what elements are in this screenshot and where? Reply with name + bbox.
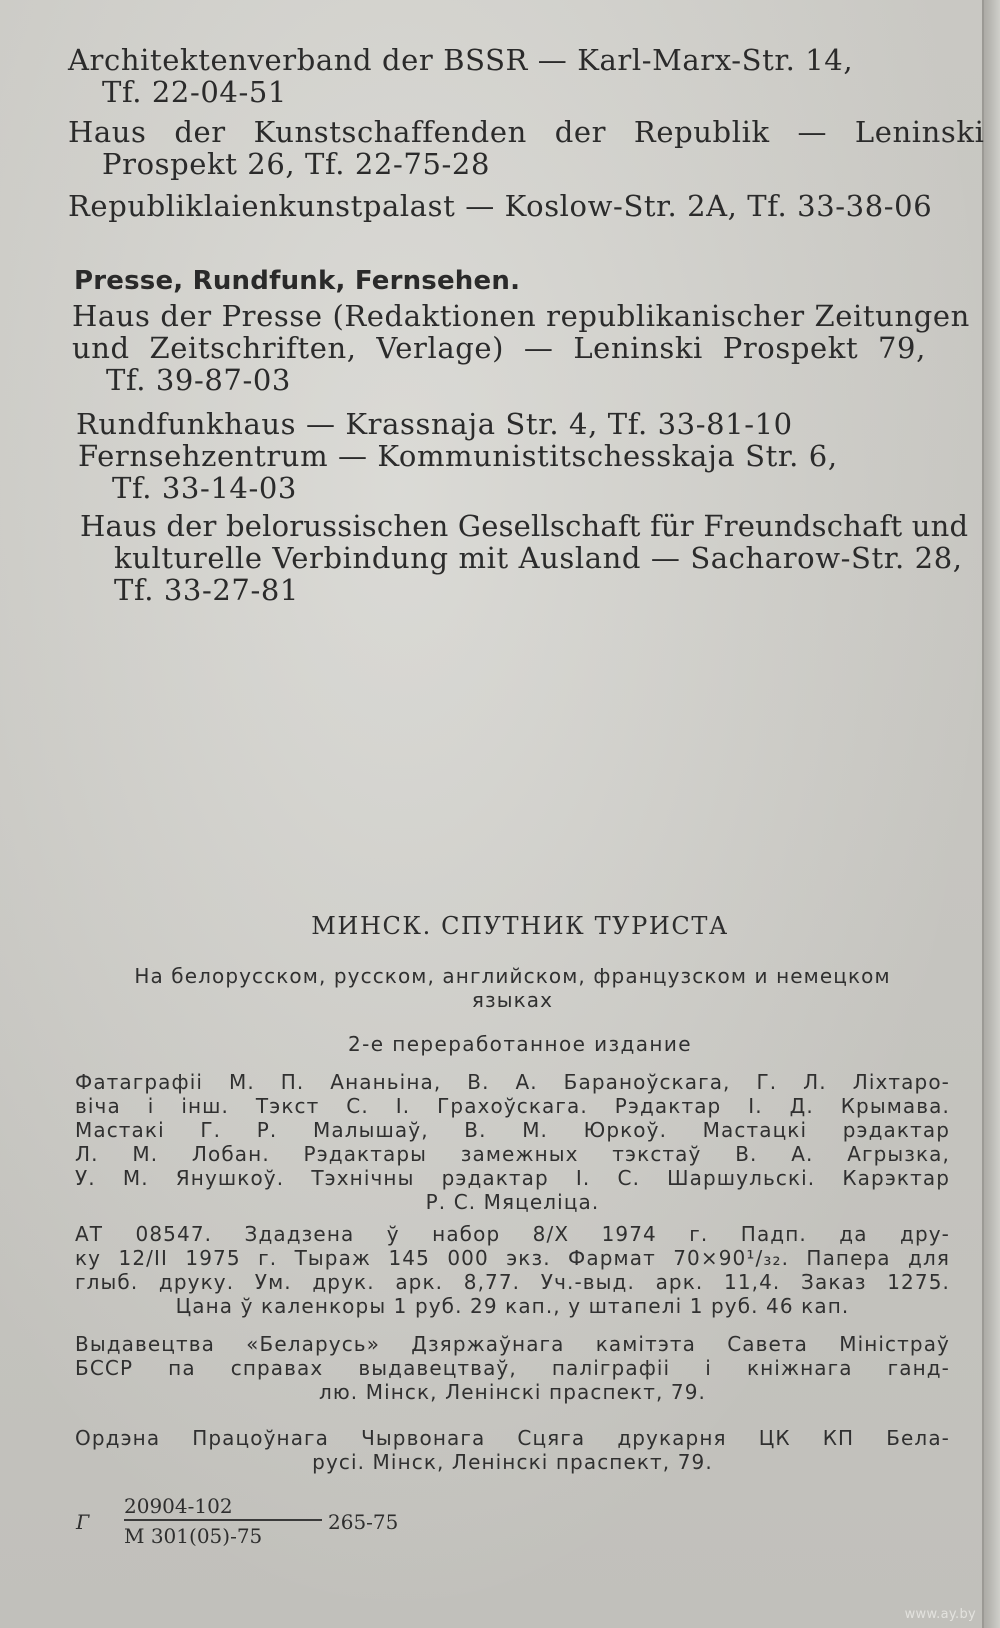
imprint-line: Ордэна Працоўнага Чырвонага Сцяга друкарня ЦК КП Бела- (75, 1426, 950, 1450)
address-line: Haus der Presse (Redaktionen republikanischer Zeitungen (72, 299, 970, 333)
catalog-fraction-rule (124, 1519, 322, 1521)
catalog-right-code: 265-75 (328, 1510, 399, 1534)
imprint-line: Фатаграфіі М. П. Ананьіна, В. А. Бараноўскага, Г. Л. Ліхтаро- (75, 1070, 950, 1094)
imprint-edition: 2-е переработанное издание (348, 1032, 692, 1056)
imprint-line: ку 12/II 1975 г. Тыраж 145 000 экз. Фармат 70×90¹/₃₂. Папера для (75, 1246, 950, 1270)
imprint-print-info (75, 1222, 950, 1318)
address-line: Tf. 39-87-03 (106, 363, 291, 397)
catalog-numerator: 20904-102 (124, 1494, 233, 1518)
address-line: Tf. 22-04-51 (102, 75, 287, 109)
address-line: Tf. 33-14-03 (112, 471, 297, 505)
imprint-credits (75, 1070, 950, 1214)
address-entry-architektenverband (68, 44, 853, 108)
address-line: Fernsehzentrum — Kommunistitschesskaja Str. 6, (78, 439, 838, 473)
imprint-line: Выдавецтва «Беларусь» Дзяржаўнага камітэта Савета Міністраў (75, 1332, 950, 1356)
imprint-line: Цана ў каленкоры 1 руб. 29 кап., у штапелі 1 руб. 46 кап. (175, 1294, 850, 1318)
address-line: Tf. 33-27-81 (114, 573, 299, 607)
section-heading-press: Presse, Rundfunk, Fernsehen. (74, 266, 521, 296)
imprint-line: глыб. друку. Ум. друк. арк. 8,77. Уч.-выд. арк. 11,4. Заказ 1275. (75, 1270, 950, 1294)
address-line: Republiklaienkunstpalast — Koslow-Str. 2A, Tf. 33-38-06 (68, 189, 933, 223)
address-line: Haus der belorussischen Gesellschaft für Freundschaft und (80, 509, 969, 543)
address-entry-rundfunkhaus (76, 408, 793, 440)
address-entry-haus-der-kunstschaffenden (68, 116, 984, 180)
page-edge-line (982, 0, 984, 1628)
imprint-line: БССР па справах выдавецтваў, паліграфіі і кніжнага ганд- (75, 1356, 950, 1380)
imprint-line: лю. Мінск, Ленінскі праспект, 79. (318, 1380, 706, 1404)
imprint-line: русі. Мінск, Ленінскі праспект, 79. (312, 1450, 713, 1474)
address-entry-fernsehzentrum (78, 440, 838, 504)
imprint-printer (75, 1426, 950, 1474)
imprint-languages (75, 964, 950, 1012)
address-entry-gesellschaft-fuer-freundschaft (80, 510, 968, 606)
address-entry-haus-der-presse (72, 300, 970, 396)
imprint-publisher (75, 1332, 950, 1404)
imprint-line: віча і інш. Тэкст С. І. Грахоўскага. Рэдактар І. Д. Крымава. (75, 1094, 950, 1118)
address-line: Rundfunkhaus — Krassnaja Str. 4, Tf. 33-81-10 (76, 407, 793, 441)
catalog-denominator: М 301(05)-75 (124, 1524, 263, 1548)
address-line: Architektenverband der BSSR — Karl-Marx-Str. 14, (68, 43, 854, 77)
imprint-line: У. М. Янушкоў. Тэхнічны рэдактар І. С. Шаршульскі. Карэктар (75, 1166, 950, 1190)
catalog-letter: Г (76, 1510, 90, 1534)
imprint-line: АТ 08547. Здадзена ў набор 8/X 1974 г. Падп. да дру- (75, 1222, 950, 1246)
imprint-line: На белорусском, русском, английском, французском и немецком (134, 964, 891, 988)
page-edge-shadow (982, 0, 1000, 1628)
address-entry-republiklaienkunstpalast (68, 190, 932, 222)
address-line: und Zeitschriften, Verlage) — Leninski Prospekt 79, (72, 331, 926, 365)
address-line: Prospekt 26, Tf. 22-75-28 (102, 147, 491, 181)
address-line: Haus der Kunstschaffenden der Republik — Leninski (68, 115, 985, 149)
imprint-line: языках (471, 988, 554, 1012)
imprint-line: Р. С. Мяцеліца. (425, 1190, 600, 1214)
imprint-title: МИНСК. СПУТНИК ТУРИСТА (311, 912, 729, 940)
imprint-line: Л. М. Лобан. Рэдактары замежных тэкстаў В. А. Агрызка, (75, 1142, 950, 1166)
watermark-text: www.ay.by (904, 1607, 976, 1622)
imprint-line: Мастакі Г. Р. Малышаў, В. М. Юркоў. Мастацкі рэдактар (75, 1118, 950, 1142)
address-line: kulturelle Verbindung mit Ausland — Sacharow-Str. 28, (114, 541, 963, 575)
